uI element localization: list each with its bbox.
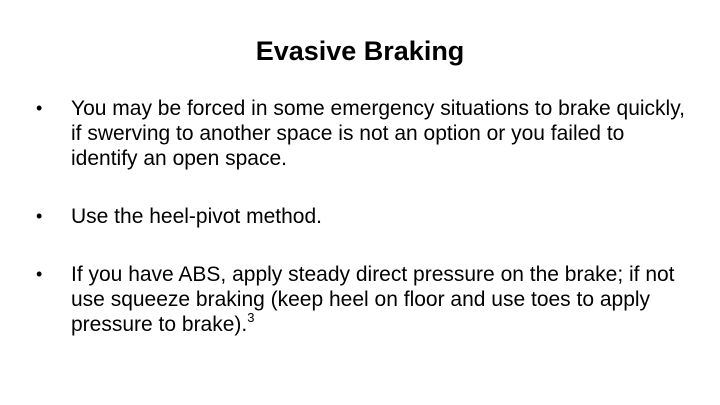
bullet-item — [36, 262, 696, 337]
bullet-marker: • — [36, 206, 43, 226]
bullet-text: You may be forced in some emergency situations to brake quickly, if swerving to another space is not an option or you failed to identify an open space. — [71, 97, 685, 170]
bullet-marker: • — [36, 264, 43, 284]
bullet-marker: • — [36, 98, 43, 118]
bullet-text: If you have ABS, apply steady direct pressure on the brake; if not use squeeze braking (keep heel on floor and use toes to apply pressure to brake). — [71, 263, 675, 336]
bullet-list — [36, 96, 696, 337]
slide-title: Evasive Braking — [255, 36, 465, 66]
citation-superscript: 3 — [247, 310, 255, 325]
bullet-item — [36, 96, 696, 171]
bullet-item — [36, 204, 696, 229]
bullet-text: Use the heel-pivot method. — [71, 205, 322, 228]
